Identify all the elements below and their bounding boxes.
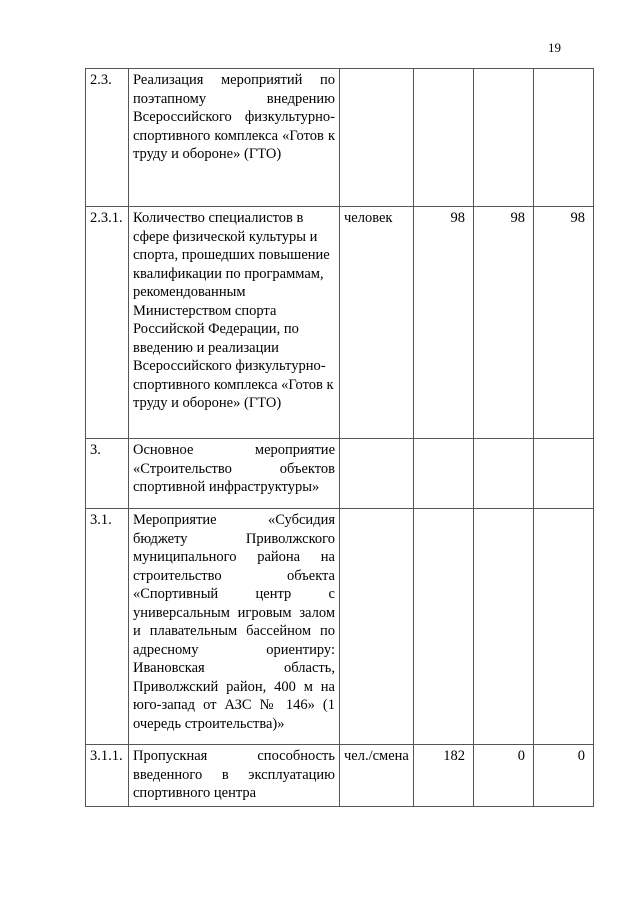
row-number: 3.1. xyxy=(86,509,129,745)
indicators-table xyxy=(85,68,594,807)
row-value-2 xyxy=(474,69,534,207)
row-value-2: 0 xyxy=(474,745,534,807)
row-name: Реализация мероприятий по поэтапному внедрению Всероссийского физкультурно-спортивного комплекса «Готов к труду и обороне» (ГТО) xyxy=(129,69,340,207)
table-row xyxy=(86,745,594,807)
row-value-1 xyxy=(414,439,474,509)
row-name: Основное мероприятие «Строительство объектов спортивной инфраструктуры» xyxy=(129,439,340,509)
row-unit xyxy=(340,69,414,207)
row-name: Мероприятие «Субсидия бюджету Приволжского муниципального района на строительство объекта «Спортивный центр с универсальным игровым залом и плавательным бассейном по адресному ориентиру: Ивановская область, Приволжский район, 400 м на юго-запад от АЗС № 146» (1 очередь строительства)» xyxy=(129,509,340,745)
row-number: 3.1.1. xyxy=(86,745,129,807)
page-number: 19 xyxy=(548,40,561,55)
table-row xyxy=(86,439,594,509)
row-value-1 xyxy=(414,509,474,745)
row-number: 3. xyxy=(86,439,129,509)
table-row xyxy=(86,207,594,439)
row-value-3: 0 xyxy=(534,745,594,807)
row-value-1: 98 xyxy=(414,207,474,439)
table-row xyxy=(86,509,594,745)
row-value-3 xyxy=(534,509,594,745)
row-value-3 xyxy=(534,439,594,509)
row-value-2: 98 xyxy=(474,207,534,439)
table-row xyxy=(86,69,594,207)
row-name: Пропускная способность введенного в эксплуатацию спортивного центра xyxy=(129,745,340,807)
row-value-1 xyxy=(414,69,474,207)
row-name: Количество специалистов в сфере физической культуры и спорта, прошедших повышение квалификации по программам, рекомендованным Министерством спорта Российской Федерации, по введению и реализации Всероссийского физкультурно-спортивного комплекса «Готов к труду и обороне» (ГТО) xyxy=(129,207,340,439)
row-value-1: 182 xyxy=(414,745,474,807)
row-value-3 xyxy=(534,69,594,207)
row-unit: чел./смена xyxy=(340,745,414,807)
row-unit: человек xyxy=(340,207,414,439)
row-value-2 xyxy=(474,439,534,509)
row-number: 2.3. xyxy=(86,69,129,207)
row-unit xyxy=(340,509,414,745)
row-value-2 xyxy=(474,509,534,745)
row-value-3: 98 xyxy=(534,207,594,439)
row-number: 2.3.1. xyxy=(86,207,129,439)
row-unit xyxy=(340,439,414,509)
